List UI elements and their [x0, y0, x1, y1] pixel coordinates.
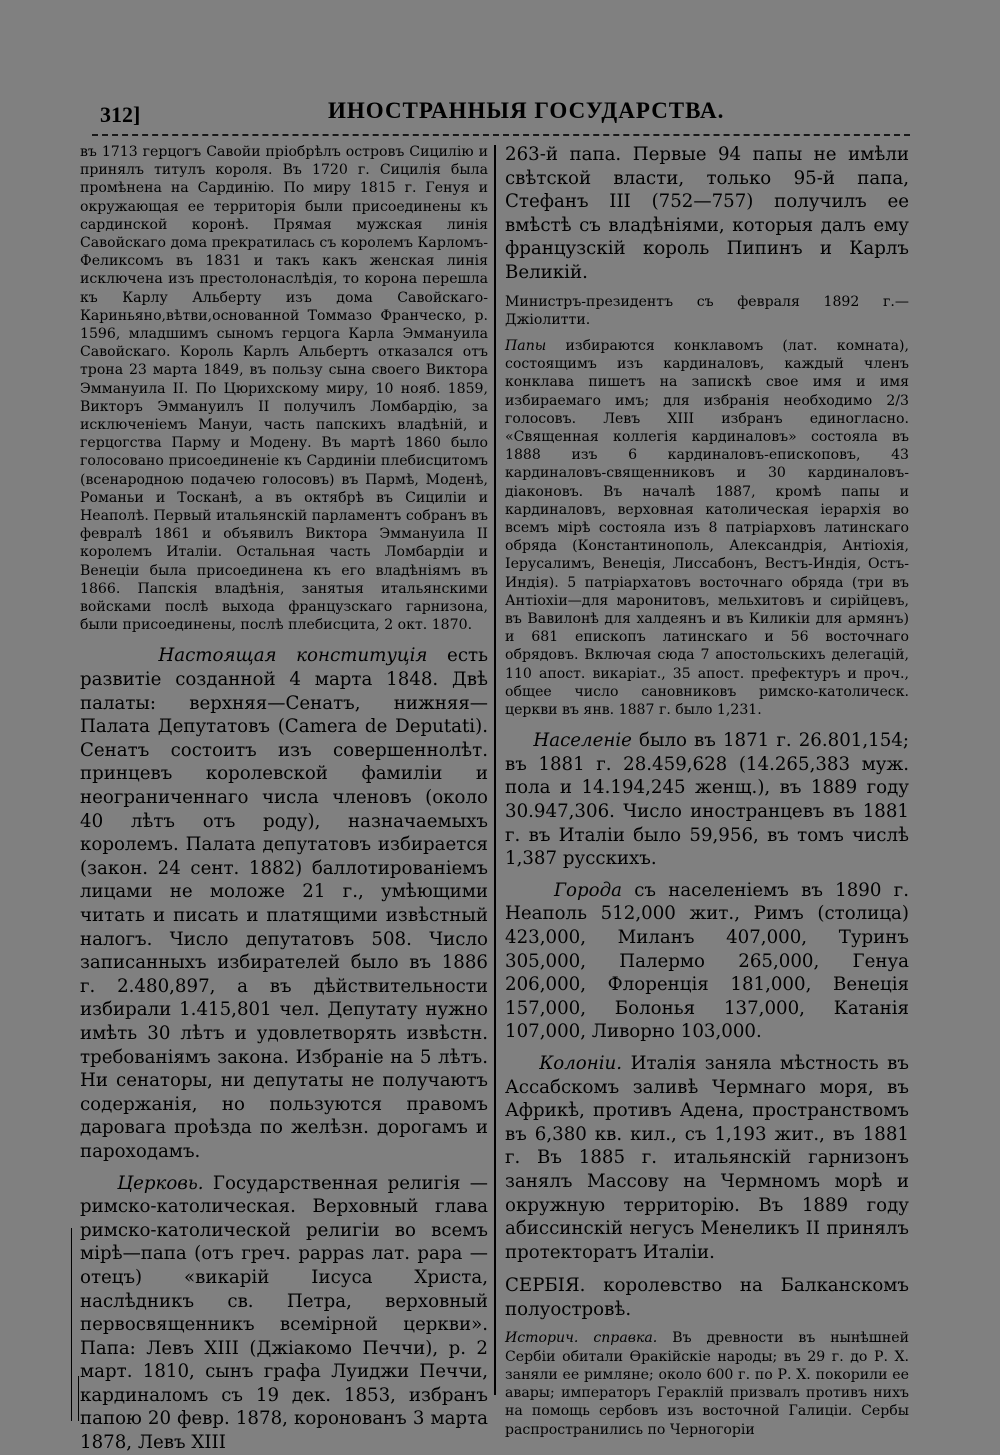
population-paragraph	[505, 729, 909, 871]
colonies-text: Италія заняла мѣстность въ Ассабскомъ заливѣ Чермнаго моря, въ Африкѣ, противъ Адена, пространствомъ въ 6,380 кв. кил., съ 1,193 жит., въ 1881 г. Въ 1885 г. итальянскій гарнизонъ занялъ Массову на Чермномъ морѣ и окружную территорію. Въ 1889 году абиссинскій негусъ Менеликъ II принялъ протекторатъ Италіи.	[505, 1052, 909, 1263]
frame-line	[71, 1228, 72, 1421]
right-column	[505, 143, 909, 1439]
church-text: Государственная религія — римско-католическая. Верховный глава римско-католической религіи во всемъ мірѣ—папа (отъ греч. pappas лат. papa — отецъ) «викарій Іисуса Христа, наслѣдникъ св. Петра, верховный первосвященникъ всемірной церкви». Папа: Левъ XIII (Джіакомо Печчи), р. 2 март. 1810, сынъ графа Луиджи Печчи, кардиналомъ съ 19 дек. 1853, избранъ папою 20 февр. 1878, коронованъ 3 марта 1878, Левъ XIII	[80, 1172, 488, 1454]
running-title: ИНОСТРАННЫЯ ГОСУДАРСТВА.	[328, 98, 725, 123]
conclave-paragraph	[505, 337, 909, 719]
constitution-paragraph	[80, 644, 488, 1163]
population-heading: Населеніе	[533, 730, 632, 752]
page-number: 312]	[100, 102, 141, 127]
cities-heading: Города	[553, 879, 622, 901]
column-divider	[494, 145, 496, 1395]
left-column	[80, 143, 488, 1455]
constitution-heading: Настоящая конституція	[158, 645, 428, 667]
frame-line-inner	[78, 1376, 79, 1421]
cities-text: съ населеніемъ въ 1890 г. Неаполь 512,000 жит., Римъ (столица) 423,000, Миланъ 407,000, Туринъ 305,000, Палермо 265,000, Генуа 206,000, Флоренція 181,000, Венеція 157,000, Болонья 137,000, Катанія 107,000, Ливорно 103,000.	[505, 879, 909, 1043]
colonies-heading: Колоніи.	[539, 1052, 623, 1074]
popes-paragraph: 263-й папа. Первые 94 папы не имѣли свѣтской власти, только 95-й папа, Стефанъ III (752—757) получилъ ее вмѣстѣ съ владѣніями, которыя далъ ему французскій король Пипинъ и Карлъ Великій.	[505, 144, 909, 283]
serbia-history-paragraph	[505, 1329, 909, 1438]
page-header	[100, 96, 900, 132]
church-heading: Церковь.	[117, 1172, 204, 1194]
serbia-heading: СЕРБІЯ. королевство на Балканскомъ полуостровѣ.	[505, 1275, 909, 1320]
history-paragraph: въ 1713 герцогъ Савойи пріобрѣлъ островъ Сицилію и принялъ титулъ короля. Въ 1720 г. Сицилія была промѣнена на Сардинію. По миру 1815 г. Генуя и окружающая ее территорія были присоединены къ сардинской коронѣ. Прямая мужская линія Савойскаго дома прекратилась съ королемъ Карломъ-Феликсомъ въ 1831 и такъ какъ женская линія исключена изъ престолонаслѣдія, то корона перешла къ Карлу Альберту изъ дома Савойскаго-Кариньяно,вѣтви,основанной Томмазо Франческо, р. 1596, младшимъ сыномъ герцога Карла Эммануила Савойскаго. Король Карлъ Альбертъ отказался отъ трона 23 марта 1849, въ пользу сына своего Виктора Эммануила II. По Цюрихскому миру, 10 нояб. 1859, Викторъ Эммануилъ II получилъ Ломбардію, за исключеніемъ Мануи, часть папскихъ владѣній, и герцогства Парму и Модену. Въ мартѣ 1860 было голосовано присоединеніе къ Сардиніи плебисцитомъ (всенародною подачею голосовъ) въ Пармѣ, Моденѣ, Романьи и Тосканѣ, а въ октябрѣ въ Сициліи и Неаполѣ. Первый итальянскій парламентъ собранъ въ февралѣ 1861 и объявилъ Виктора Эммануила II королемъ Италіи. Остальная часть Ломбардіи и Венеціи была присоединена къ его владѣніямъ въ 1866. Папскія владѣнія, занятыя итальянскими войсками послѣ выхода французскаго гарнизона, были присоединены, послѣ плебисцита, 2 окт. 1870.	[80, 144, 488, 634]
serbia-history-heading: Историч. справка.	[505, 1330, 658, 1347]
conclave-text: избираются конклавомъ (лат. комната), состоящимъ изъ кардиналовъ, каждый членъ конклава пишетъ на запискѣ свое имя и имя избираемаго имъ; для избранія необходимо 2/3 голосовъ. Левъ XIII избранъ единогласно. «Священная коллегія кардиналовъ» состояла въ 1888 изъ 6 кардиналовъ-епископовъ, 43 кардиналовъ-священниковъ и 30 кардиналовъ-діаконовъ. Въ началѣ 1887, кромѣ папы и кардиналовъ, верховная католическая іерархія во всемъ мірѣ состояла изъ 8 патріарховъ латинскаго обряда (Константинополь, Александрія, Антіохія, Іерусалимъ, Венеція, Лиссабонъ, Вестъ-Индія, Остъ-Индія). 5 патріархатовъ восточнаго обряда (три въ Антіохіи—для маронитовъ, мельхитовъ и сирійцевъ, въ Вавилонѣ для халдеянъ и въ Киликіи для армянъ) и 681 епископъ латинскаго и 56 восточнаго обрядовъ. Включая сюда 7 апостольскихъ делегацій, 110 апост. викаріат., 35 апост. префектуръ и проч., общее число сановниковъ римско-католическ. церкви въ янв. 1887 г. было 1,231.	[505, 337, 909, 719]
constitution-text: есть развитіе созданной 4 марта 1848. Двѣ палаты: верхняя—Сенатъ, нижняя—Палата Депутатовъ (Camera de Deputati). Сенатъ состоитъ изъ совершеннолѣт. принцевъ королевской фамиліи и неограниченнаго числа членовъ (около 40 лѣтъ отъ роду), назначаемыхъ королемъ. Палата депутатовъ избирается (закон. 24 сент. 1882) баллотированіемъ лицами не моложе 21 г., умѣющими читать и писать и платящими извѣстный налогъ. Число депутатовъ 508. Число записанныхъ избирателей было въ 1886 г. 2.480,897, а въ дѣйствительности избирали 1.415,801 чел. Депутату нужно имѣть 30 лѣтъ и удовлетворять извѣстн. требованіямъ закона. Избраніе на 5 лѣтъ. Ни сенаторы, ни депутаты не получаютъ содержанія, но пользуются правомъ даровага проѣзда по желѣзн. дорогамъ и пароходамъ.	[80, 645, 488, 1162]
header-rule	[92, 134, 910, 142]
church-paragraph	[80, 1172, 488, 1455]
cities-paragraph	[505, 879, 909, 1044]
colonies-paragraph	[505, 1052, 909, 1264]
minister-paragraph: Министръ-президентъ съ февраля 1892 г.— Джіолитти.	[505, 293, 909, 328]
population-text: было въ 1871 г. 26.801,154; въ 1881 г. 28.459,628 (14.265,383 муж. пола и 14.194,245 женщ.), въ 1889 году 30.947,306. Число иностранцевъ въ 1881 г. въ Италіи было 59,956, въ томъ числѣ 1,387 русскихъ.	[505, 730, 909, 870]
serbia-history-text: Въ древности въ нынѣшней Сербіи обитали Ѳракійскіе народы; въ 29 г. до Р. Х. заняли ее римляне; около 600 г. по Р. Х. покорили ее авары; императоръ Гераклій призвалъ противъ нихъ на помощь сербовъ изъ восточной Галиціи. Сербы распространились по Черногоріи	[505, 1330, 909, 1438]
conclave-heading: Папы	[505, 337, 547, 354]
